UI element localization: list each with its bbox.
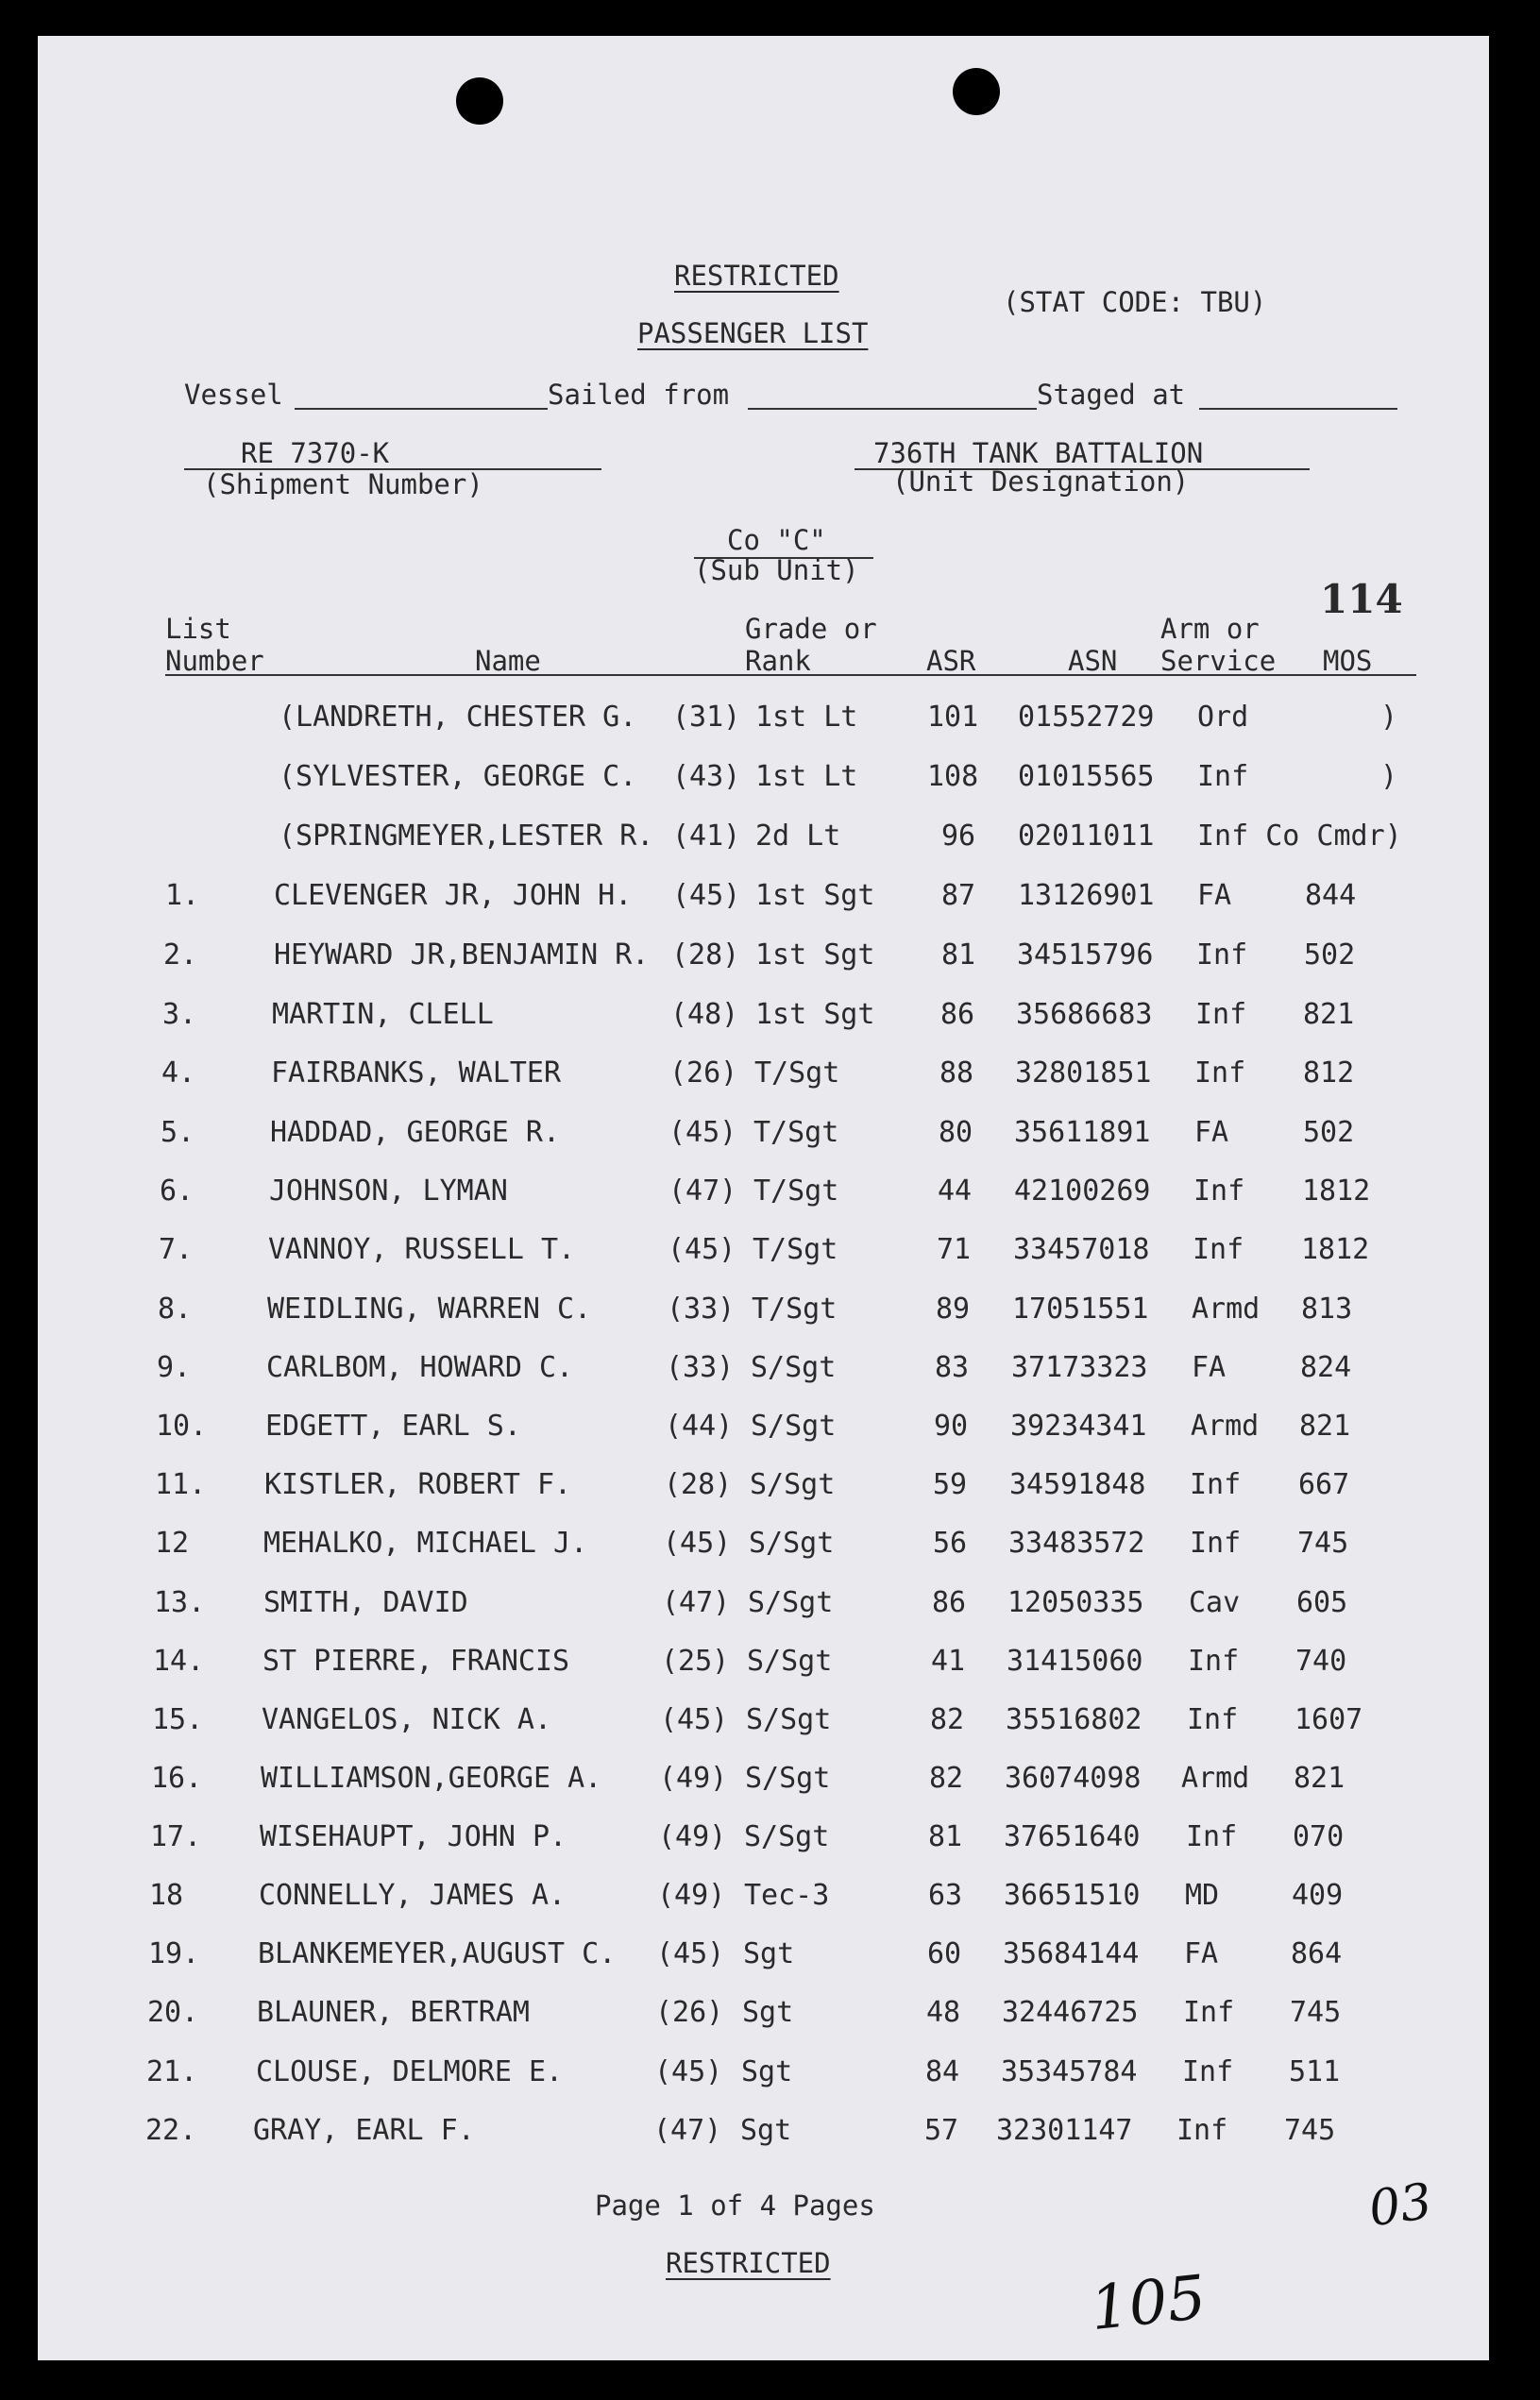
row-rank: S/Sgt: [750, 1468, 836, 1501]
row-asn: 34591848: [1009, 1468, 1146, 1501]
row-rank: Sgt: [743, 1937, 795, 1970]
table-row: [0, 1295, 1540, 1333]
row-asr: 82: [929, 1762, 964, 1795]
sailed-blank: [748, 408, 1037, 410]
row-name: BLANKEMEYER,AUGUST C.: [258, 1937, 617, 1970]
row-name: KISTLER, ROBERT F.: [264, 1468, 572, 1501]
row-asr: 41: [931, 1645, 966, 1678]
row-age: (45): [656, 1937, 725, 1970]
row-number: 19.: [148, 1937, 200, 1970]
table-row: [0, 879, 1540, 920]
row-name: MEHALKO, MICHAEL J.: [263, 1527, 588, 1560]
row-asn: 35684144: [1003, 1937, 1140, 1970]
row-name: FAIRBANKS, WALTER: [271, 1056, 562, 1090]
row-arm: Cav: [1189, 1586, 1241, 1619]
row-age: (47): [662, 1586, 731, 1619]
col-asr: ASR: [926, 645, 976, 677]
row-arm: Inf: [1183, 1996, 1235, 2029]
row-rank: 1st Sgt: [755, 938, 875, 972]
row-asr: 86: [932, 1586, 967, 1619]
row-number: 10.: [156, 1410, 208, 1443]
row-name: WEIDLING, WARREN C.: [267, 1293, 592, 1326]
row-name: VANNOY, RUSSELL T.: [268, 1233, 576, 1266]
col-mos: MOS: [1323, 645, 1373, 677]
officer-rank: 1st Lt: [755, 760, 858, 793]
row-number: 4.: [161, 1056, 196, 1090]
row-asn: 35516802: [1006, 1703, 1142, 1736]
col-name: Name: [475, 645, 541, 677]
officer-asr: 108: [927, 760, 979, 793]
officer-asn: 01552729: [1018, 701, 1155, 734]
col-asn: ASN: [1068, 645, 1118, 677]
row-mos: 813: [1301, 1293, 1353, 1326]
row-asn: 32801851: [1015, 1056, 1152, 1090]
officer-rank: 1st Lt: [755, 701, 858, 734]
row-age: (45): [654, 2055, 723, 2088]
row-mos: 070: [1293, 1820, 1345, 1853]
row-arm: Inf: [1176, 2114, 1228, 2147]
row-rank: S/Sgt: [744, 1820, 830, 1853]
table-row: [0, 1937, 1540, 1978]
table-row: [0, 2055, 1540, 2096]
row-rank: S/Sgt: [746, 1703, 832, 1736]
staged-label: Staged at: [1037, 379, 1186, 411]
table-row: [0, 1351, 1540, 1392]
row-mos: 821: [1294, 1762, 1345, 1795]
officer-asn: 01015565: [1018, 760, 1155, 793]
officer-arm: Inf: [1197, 760, 1249, 793]
row-name: EDGETT, EARL S.: [265, 1410, 521, 1443]
row-asr: 81: [928, 1820, 963, 1853]
row-arm: Inf: [1190, 1527, 1242, 1560]
row-arm: MD: [1185, 1879, 1220, 1912]
row-age: (49): [658, 1820, 727, 1853]
table-row: [0, 1645, 1540, 1685]
row-asn: 32301147: [996, 2114, 1133, 2147]
row-asr: 90: [934, 1410, 969, 1443]
row-mos: 844: [1305, 879, 1357, 912]
row-rank: S/Sgt: [749, 1527, 835, 1560]
row-number: 11.: [155, 1468, 207, 1501]
row-asr: 89: [936, 1293, 971, 1326]
row-mos: 667: [1298, 1468, 1350, 1501]
row-mos: 864: [1291, 1937, 1343, 1970]
row-arm: FA: [1194, 1116, 1229, 1149]
row-asn: 35611891: [1014, 1116, 1151, 1149]
officer-age: (43): [672, 760, 741, 793]
row-asn: 13126901: [1018, 879, 1155, 912]
col-list-1: List: [165, 613, 231, 645]
staged-blank: [1199, 408, 1397, 410]
row-arm: Inf: [1196, 938, 1248, 972]
row-rank: T/Sgt: [752, 1293, 838, 1326]
row-rank: 1st Sgt: [755, 879, 875, 912]
row-rank: Sgt: [741, 2055, 793, 2088]
row-name: MARTIN, CLELL: [272, 998, 494, 1031]
sub-unit: Co "C": [727, 524, 826, 556]
row-rank: Tec-3: [744, 1879, 830, 1912]
row-age: (45): [672, 879, 741, 912]
row-asr: 86: [940, 998, 975, 1031]
row-rank: S/Sgt: [748, 1586, 834, 1619]
row-asn: 35686683: [1016, 998, 1153, 1031]
officer-row: [0, 703, 1540, 741]
officer-arm: Inf Co Cmdr): [1197, 820, 1402, 853]
row-asr: 59: [933, 1468, 968, 1501]
row-name: CARLBOM, HOWARD C.: [266, 1351, 574, 1384]
row-age: (45): [668, 1233, 736, 1266]
row-number: 3.: [162, 998, 197, 1031]
row-rank: S/Sgt: [747, 1645, 833, 1678]
vessel-label: Vessel: [184, 379, 283, 411]
officer-asr: 96: [941, 820, 976, 853]
row-age: (28): [671, 938, 740, 972]
row-mos: 502: [1303, 1116, 1355, 1149]
row-age: (47): [653, 2114, 722, 2147]
row-number: 5.: [161, 1116, 195, 1149]
punch-hole: [456, 77, 503, 125]
shipment-caption: (Shipment Number): [203, 468, 483, 500]
row-rank: T/Sgt: [753, 1116, 839, 1149]
page-title: PASSENGER LIST: [637, 317, 869, 349]
row-number: 12: [155, 1527, 190, 1560]
table-row: [0, 1527, 1540, 1567]
row-number: 9.: [157, 1351, 192, 1384]
row-arm: FA: [1184, 1937, 1219, 1970]
row-mos: 605: [1296, 1586, 1348, 1619]
sailed-label: Sailed from: [548, 379, 730, 411]
row-arm: Inf: [1193, 1175, 1245, 1208]
row-number: 8.: [158, 1293, 193, 1326]
row-name: CLOUSE, DELMORE E.: [256, 2055, 564, 2088]
row-number: 18: [149, 1879, 184, 1912]
row-rank: 1st Sgt: [755, 998, 875, 1031]
table-row: [0, 1116, 1540, 1157]
row-arm: Inf: [1194, 1056, 1246, 1090]
row-number: 20.: [147, 1996, 199, 2029]
row-mos: 745: [1297, 1527, 1349, 1560]
row-arm: Inf: [1195, 998, 1247, 1031]
row-rank: T/Sgt: [753, 1175, 839, 1208]
row-asr: 87: [941, 879, 976, 912]
row-rank: Sgt: [740, 2114, 792, 2147]
row-arm: Armd: [1181, 1762, 1250, 1795]
row-asr: 60: [927, 1937, 962, 1970]
row-age: (49): [659, 1762, 728, 1795]
row-number: 15.: [152, 1703, 204, 1736]
stat-code: (STAT CODE: TBU): [1003, 286, 1267, 318]
row-number: 2.: [163, 938, 198, 972]
table-row: [0, 1468, 1540, 1509]
row-age: (49): [657, 1879, 726, 1912]
row-age: (47): [668, 1175, 737, 1208]
row-asn: 31415060: [1007, 1645, 1143, 1678]
table-row: [0, 1879, 1540, 1919]
officer-asn: 02011011: [1018, 820, 1155, 853]
officer-mos: ): [1380, 701, 1398, 734]
row-mos: 812: [1303, 1056, 1355, 1090]
row-name: WILLIAMSON,GEORGE A.: [261, 1762, 602, 1795]
row-mos: 1812: [1301, 1233, 1370, 1266]
col-arm-2: Service: [1160, 645, 1277, 677]
row-asn: 32446725: [1002, 1996, 1139, 2029]
col-list-2: Number: [165, 645, 264, 677]
row-age: (28): [664, 1468, 733, 1501]
punch-hole: [953, 68, 1000, 115]
sub-unit-caption: (Sub Unit): [694, 554, 859, 586]
row-number: 7.: [159, 1233, 194, 1266]
row-age: (33): [666, 1351, 735, 1384]
col-arm-1: Arm or: [1160, 613, 1260, 645]
row-mos: 821: [1303, 998, 1355, 1031]
row-asr: 63: [928, 1879, 963, 1912]
table-row: [0, 1762, 1540, 1802]
row-arm: Inf: [1182, 2055, 1234, 2088]
row-arm: FA: [1192, 1351, 1227, 1384]
row-asn: 33483572: [1008, 1527, 1145, 1560]
row-name: VANGELOS, NICK A.: [262, 1703, 552, 1736]
row-number: 16.: [151, 1762, 203, 1795]
officer-age: (41): [672, 820, 741, 853]
table-row: [0, 1820, 1540, 1861]
row-number: 14.: [153, 1645, 205, 1678]
row-asn: 35345784: [1001, 2055, 1138, 2088]
officer-row: [0, 760, 1540, 801]
vessel-blank: [295, 408, 548, 410]
row-mos: 502: [1304, 938, 1356, 972]
table-row: [0, 938, 1540, 979]
row-number: 17.: [150, 1820, 202, 1853]
row-mos: 740: [1295, 1645, 1347, 1678]
header-rule: [165, 674, 1416, 676]
row-asn: 17051551: [1012, 1293, 1149, 1326]
row-name: ST PIERRE, FRANCIS: [262, 1645, 570, 1678]
page-indicator: Page 1 of 4 Pages: [595, 2189, 875, 2222]
row-asr: 84: [925, 2055, 960, 2088]
row-number: 13.: [154, 1586, 206, 1619]
table-row: [0, 1177, 1540, 1215]
row-name: CONNELLY, JAMES A.: [259, 1879, 567, 1912]
row-age: (33): [667, 1293, 736, 1326]
row-asr: 48: [926, 1996, 961, 2029]
col-grade-2: Rank: [745, 645, 811, 677]
row-name: WISEHAUPT, JOHN P.: [260, 1820, 567, 1853]
row-number: 6.: [160, 1175, 195, 1208]
row-mos: 745: [1290, 1996, 1342, 2029]
unit-caption: (Unit Designation): [892, 465, 1190, 498]
row-asr: 82: [930, 1703, 965, 1736]
row-mos: 1812: [1302, 1175, 1371, 1208]
row-name: BLAUNER, BERTRAM: [257, 1996, 530, 2029]
officer-rank: 2d Lt: [755, 820, 841, 853]
col-grade-1: Grade or: [745, 613, 877, 645]
row-age: (45): [660, 1703, 729, 1736]
row-age: (48): [670, 998, 739, 1031]
row-mos: 745: [1284, 2114, 1336, 2147]
row-rank: T/Sgt: [754, 1056, 840, 1090]
row-age: (26): [669, 1056, 738, 1090]
row-arm: Inf: [1187, 1703, 1239, 1736]
shipment-number: RE 7370-K: [241, 437, 390, 469]
row-arm: Inf: [1193, 1233, 1244, 1266]
table-row: [0, 1233, 1540, 1274]
officer-name: (LANDRETH, CHESTER G.: [279, 701, 637, 734]
row-number: 21.: [146, 2055, 198, 2088]
row-arm: Armd: [1191, 1410, 1260, 1443]
row-rank: S/Sgt: [745, 1762, 831, 1795]
row-mos: 511: [1289, 2055, 1341, 2088]
row-name: GRAY, EARL F.: [253, 2114, 475, 2147]
row-number: 22.: [145, 2114, 197, 2147]
handwritten-note: 03: [1365, 2172, 1436, 2239]
officer-age: (31): [672, 701, 741, 734]
row-asn: 42100269: [1014, 1175, 1151, 1208]
row-mos: 824: [1300, 1351, 1352, 1384]
restricted-top: RESTRICTED: [674, 260, 839, 292]
row-rank: S/Sgt: [751, 1351, 837, 1384]
table-row: [0, 1996, 1540, 2037]
unit-designation: 736TH TANK BATTALION: [873, 437, 1204, 469]
row-arm: Inf: [1186, 1820, 1238, 1853]
row-asn: 33457018: [1013, 1233, 1150, 1266]
row-arm: Armd: [1192, 1293, 1261, 1326]
row-age: (44): [665, 1410, 734, 1443]
row-asn: 36074098: [1005, 1762, 1142, 1795]
row-name: JOHNSON, LYMAN: [269, 1175, 508, 1208]
row-name: CLEVENGER JR, JOHN H.: [274, 879, 633, 912]
row-mos: 821: [1299, 1410, 1351, 1443]
row-asr: 80: [939, 1116, 973, 1149]
table-row: [0, 1056, 1540, 1097]
row-arm: Inf: [1188, 1645, 1240, 1678]
row-name: SMITH, DAVID: [263, 1586, 468, 1619]
row-asr: 88: [939, 1056, 974, 1090]
officer-mos: ): [1380, 760, 1398, 793]
officer-row: [0, 822, 1540, 860]
row-age: (25): [661, 1645, 730, 1678]
row-asn: 39234341: [1010, 1410, 1147, 1443]
row-asn: 12050335: [1007, 1586, 1144, 1619]
row-asn: 37651640: [1004, 1820, 1141, 1853]
table-row: [0, 998, 1540, 1039]
officer-name: (SYLVESTER, GEORGE C.: [279, 760, 637, 793]
handwritten-note: 105: [1087, 2262, 1210, 2345]
row-name: HEYWARD JR,BENJAMIN R.: [274, 938, 650, 972]
page-count-mark: 114: [1320, 576, 1403, 622]
table-row: [0, 1703, 1540, 1744]
row-age: (45): [668, 1116, 737, 1149]
row-arm: FA: [1197, 879, 1232, 912]
row-rank: Sgt: [742, 1996, 794, 2029]
table-row: [0, 1412, 1540, 1450]
row-asr: 81: [941, 938, 976, 972]
officer-arm: Ord: [1197, 701, 1249, 734]
officer-asr: 101: [927, 701, 979, 734]
row-asr: 44: [938, 1175, 973, 1208]
row-name: HADDAD, GEORGE R.: [270, 1116, 561, 1149]
row-asr: 71: [937, 1233, 972, 1266]
row-arm: Inf: [1190, 1468, 1242, 1501]
row-age: (45): [663, 1527, 732, 1560]
row-asn: 37173323: [1011, 1351, 1148, 1384]
row-asr: 56: [933, 1527, 968, 1560]
row-asn: 34515796: [1017, 938, 1154, 972]
row-rank: T/Sgt: [753, 1233, 838, 1266]
row-asr: 57: [924, 2114, 959, 2147]
row-rank: S/Sgt: [751, 1410, 837, 1443]
row-asr: 83: [935, 1351, 970, 1384]
table-row: [0, 1586, 1540, 1627]
row-asn: 36651510: [1004, 1879, 1141, 1912]
officer-name: (SPRINGMEYER,LESTER R.: [279, 820, 654, 853]
row-age: (26): [655, 1996, 724, 2029]
table-row: [0, 2114, 1540, 2155]
restricted-bottom: RESTRICTED: [666, 2247, 831, 2279]
row-mos: 409: [1292, 1879, 1344, 1912]
row-mos: 1607: [1295, 1703, 1363, 1736]
row-number: 1.: [165, 879, 200, 912]
